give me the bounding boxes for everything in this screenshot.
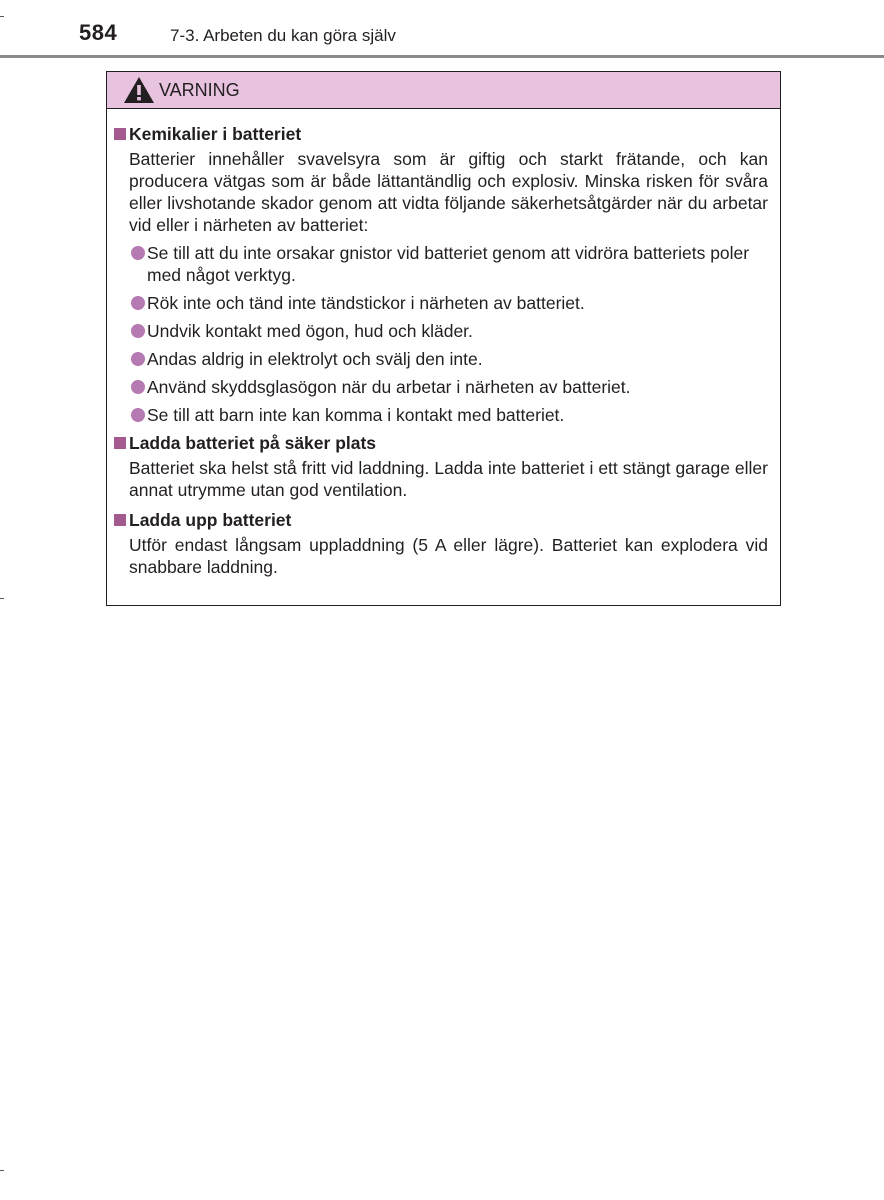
crop-mark bbox=[0, 16, 4, 17]
square-marker-icon bbox=[114, 128, 126, 140]
section-title: 7-3. Arbeten du kan göra själv bbox=[170, 26, 396, 45]
square-marker-icon bbox=[114, 514, 126, 526]
warning-triangle-icon bbox=[123, 76, 155, 104]
section-heading-text: Ladda batteriet på säker plats bbox=[129, 433, 377, 453]
list-item-text: Undvik kontakt med ögon, hud och kläder. bbox=[147, 321, 473, 341]
warning-label: VARNING bbox=[159, 80, 240, 100]
bullet-dot-icon bbox=[131, 380, 145, 394]
bullet-dot-icon bbox=[131, 296, 145, 310]
bullet-list bbox=[107, 242, 780, 426]
warning-box bbox=[106, 71, 781, 606]
list-item bbox=[107, 242, 780, 286]
list-item bbox=[107, 320, 780, 342]
crop-mark bbox=[0, 1170, 4, 1171]
crop-mark bbox=[0, 598, 4, 599]
list-item-text: Rök inte och tänd inte tändstickor i närheten av batteriet. bbox=[147, 293, 585, 313]
section-heading bbox=[107, 509, 780, 531]
section-heading-text: Kemikalier i batteriet bbox=[129, 124, 302, 144]
bullet-dot-icon bbox=[131, 324, 145, 338]
warning-content bbox=[107, 108, 780, 578]
section-text: Utför endast långsam uppladdning (5 A eller lägre). Batteriet kan explodera vid snabbare laddning. bbox=[129, 535, 768, 577]
list-item bbox=[107, 348, 780, 370]
section-heading bbox=[107, 432, 780, 454]
bullet-dot-icon bbox=[131, 246, 145, 260]
page-header bbox=[0, 0, 884, 58]
list-item-text: Använd skyddsglasögon när du arbetar i närheten av batteriet. bbox=[147, 377, 631, 397]
section-text: Batteriet ska helst stå fritt vid laddning. Ladda inte batteriet i ett stängt garage eller annat utrymme utan god ventilation. bbox=[129, 458, 768, 500]
list-item-text: Se till att du inte orsakar gnistor vid batteriet genom att vidröra batteriets poler med något verktyg. bbox=[147, 243, 750, 285]
list-item bbox=[107, 376, 780, 398]
warning-section bbox=[107, 123, 780, 426]
section-text: Batterier innehåller svavelsyra som är giftig och starkt frätande, och kan producera vätgas som är både lättantändlig och explosiv. Minska risken för svåra eller livshotande skador genom att vidta följande säkerhetsåtgärder när du arbetar vid eller i närheten av batteriet: bbox=[129, 149, 768, 235]
list-item bbox=[107, 404, 780, 426]
list-item bbox=[107, 292, 780, 314]
list-item-text: Andas aldrig in elektrolyt och svälj den inte. bbox=[147, 349, 483, 369]
square-marker-icon bbox=[114, 437, 126, 449]
warning-section bbox=[107, 432, 780, 501]
header-rule bbox=[0, 55, 884, 58]
section-heading-text: Ladda upp batteriet bbox=[129, 510, 292, 530]
section-heading bbox=[107, 123, 780, 145]
warning-bar bbox=[107, 72, 780, 109]
list-item-text: Se till att barn inte kan komma i kontakt med batteriet. bbox=[147, 405, 565, 425]
page-number: 584 bbox=[79, 20, 118, 45]
warning-section bbox=[107, 509, 780, 578]
bullet-dot-icon bbox=[131, 352, 145, 366]
bullet-dot-icon bbox=[131, 408, 145, 422]
